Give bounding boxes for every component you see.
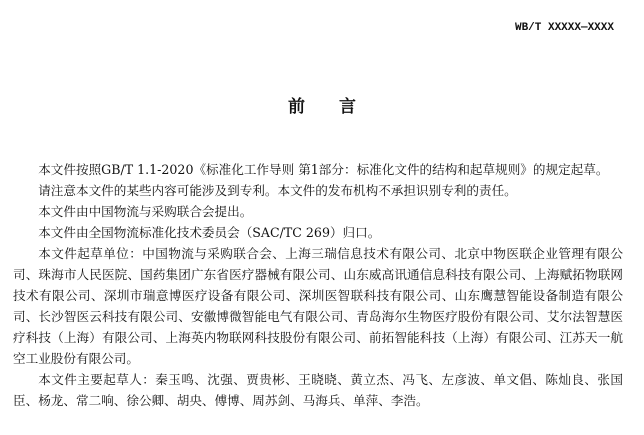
paragraph-committee: 本文件由全国物流标准化技术委员会（SAC/TC 269）归口。 [38, 225, 381, 240]
standard-code: WB/T XXXXX—XXXX [514, 22, 614, 34]
paragraph-proposer: 本文件由中国物流与采购联合会提出。 [38, 204, 253, 219]
paragraph-drafters: 本文件主要起草人：秦玉鸣、沈强、贾贵彬、王晓晓、黄立杰、冯飞、左彦波、单文倡、陈灿良、张国臣、杨龙、常二响、徐公卿、胡央、傅博、周苏剑、马海兵、单萍、李浩。 [13, 372, 623, 408]
paragraph-drafting-units: 本文件起草单位：中国物流与采购联合会、上海三瑞信息技术有限公司、北京中物医联企业管理有限公司、珠海市人民医院、国药集团广东省医疗器械有限公司、山东威高讯通信息科技有限公司、上海赋拓物联网技术有限公司、深圳市瑞意博医疗设备有限公司、深圳医智联科技有限公司、山东鹰慧智能设备制造有限公司、长沙智医云科技有限公司、安徽博微智能电气有限公司、青岛海尔生物医疗股份有限公司、艾尔法智慧医疗科技（上海）有限公司、上海英内物联网科技股份有限公司、前拓智能科技（上海）有限公司、江苏天一航空工业股份有限公司。 [13, 246, 623, 366]
paragraph-drafting-rules: 本文件按照GB/T 1.1-2020《标准化工作导则 第1部分：标准化文件的结构和起草规则》的规定起草。 [38, 162, 609, 177]
document-body [13, 159, 623, 411]
paragraph-patent-notice: 请注意本文件的某些内容可能涉及到专利。本文件的发布机构不承担识别专利的责任。 [38, 183, 517, 198]
page-title: 前 言 [288, 97, 370, 117]
